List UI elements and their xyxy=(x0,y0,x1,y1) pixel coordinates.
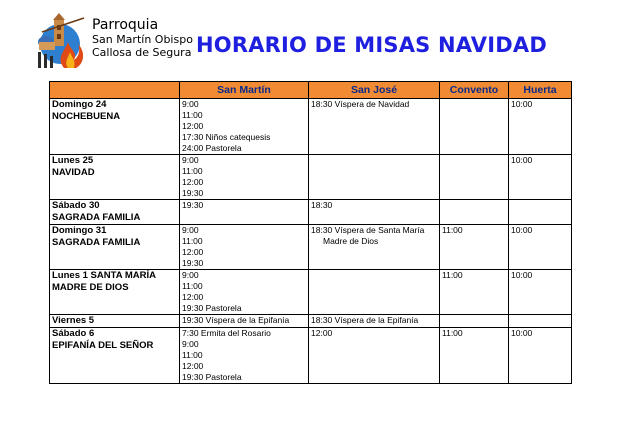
day-label: Viernes 5 xyxy=(52,315,95,326)
table-header-row xyxy=(50,82,572,99)
mass-time: 7:30 Ermita del Rosario xyxy=(182,328,271,338)
table-row xyxy=(50,155,572,200)
table-row xyxy=(50,225,572,270)
cell-convento xyxy=(440,200,509,225)
mass-time: 10:00 xyxy=(511,225,533,235)
mass-time: 11:00 xyxy=(182,281,203,291)
mass-time: 9:00 xyxy=(182,339,199,349)
day-label: SAGRADA FAMILIA xyxy=(52,237,141,248)
mass-time: 9:00 xyxy=(182,99,199,109)
day-label: MADRE DE DIOS xyxy=(52,282,129,293)
parish-name: Parroquia xyxy=(92,17,159,33)
day-label: NOCHEBUENA xyxy=(52,111,121,122)
cell-huerta xyxy=(509,200,572,225)
page-title: HORARIO DE MISAS NAVIDAD xyxy=(196,33,547,57)
cell-san-jose xyxy=(309,225,440,270)
mass-time: 9:00 xyxy=(182,270,199,280)
cell-huerta xyxy=(509,328,572,384)
table-row xyxy=(50,328,572,384)
cell-convento xyxy=(440,315,509,328)
parish-logo xyxy=(34,12,90,70)
mass-time: 11:00 xyxy=(182,350,203,360)
mass-time: 12:00 xyxy=(182,121,204,131)
mass-time: 12:00 xyxy=(182,247,204,257)
mass-schedule-table xyxy=(49,81,572,384)
cell-huerta xyxy=(509,270,572,315)
mass-time: Madre de Dios xyxy=(323,236,379,246)
table-body xyxy=(50,99,572,384)
mass-time: 18:30 Víspera de la Epifanía xyxy=(311,315,419,325)
mass-time: 10:00 xyxy=(511,99,533,109)
cell-convento xyxy=(440,225,509,270)
table-row xyxy=(50,315,572,328)
table-row xyxy=(50,200,572,225)
mass-time: 10:00 xyxy=(511,270,533,280)
day-label: Sábado 30 xyxy=(52,200,100,211)
column-header-huerta: Huerta xyxy=(509,82,572,99)
cell-san-jose xyxy=(309,155,440,200)
cell-day xyxy=(50,99,180,155)
mass-time: 10:00 xyxy=(511,155,533,165)
mass-time: 24:00 Pastorela xyxy=(182,143,242,153)
cell-huerta xyxy=(509,315,572,328)
day-label: SAGRADA FAMILIA xyxy=(52,212,141,223)
cell-san-martin xyxy=(180,315,309,328)
cell-san-martin xyxy=(180,200,309,225)
mass-time: 12:00 xyxy=(182,361,204,371)
cell-convento xyxy=(440,270,509,315)
mass-time: 9:00 xyxy=(182,225,199,235)
day-label: NAVIDAD xyxy=(52,167,95,178)
day-label: Domingo 24 xyxy=(52,99,107,110)
day-label: Sábado 6 xyxy=(52,328,95,339)
cell-san-martin xyxy=(180,328,309,384)
cell-huerta xyxy=(509,99,572,155)
parish-name-block xyxy=(92,17,193,59)
mass-time: 19:30 Pastorela xyxy=(182,303,242,313)
parish-line-3: Callosa de Segura xyxy=(92,46,192,59)
cell-san-jose xyxy=(309,315,440,328)
cell-day xyxy=(50,200,180,225)
column-header-san-martin: San Martín xyxy=(180,82,309,99)
cell-san-martin xyxy=(180,225,309,270)
cell-day xyxy=(50,315,180,328)
cell-huerta xyxy=(509,155,572,200)
cell-day xyxy=(50,225,180,270)
mass-time: 19:30 xyxy=(182,188,204,198)
mass-time: 11:00 xyxy=(442,270,463,280)
mass-time: 18:30 Víspera de Santa María xyxy=(311,225,425,235)
mass-time: 19:30 xyxy=(182,200,204,210)
day-label: Lunes 25 xyxy=(52,155,94,166)
cell-huerta xyxy=(509,225,572,270)
mass-time: 9:00 xyxy=(182,155,199,165)
day-label: EPIFANÍA DEL SEÑOR xyxy=(52,340,154,351)
cell-san-martin xyxy=(180,155,309,200)
mass-time: 12:00 xyxy=(311,328,333,338)
day-label: Domingo 31 xyxy=(52,225,107,236)
mass-time: 19:30 Pastorela xyxy=(182,372,242,382)
column-header-san-jose: San José xyxy=(309,82,440,99)
cell-san-martin xyxy=(180,270,309,315)
mass-time: 10:00 xyxy=(511,328,533,338)
mass-time: 18:30 Víspera de Navidad xyxy=(311,99,410,109)
cell-day xyxy=(50,155,180,200)
mass-time: 12:00 xyxy=(182,177,204,187)
mass-time: 11:00 xyxy=(442,328,463,338)
document-header xyxy=(0,0,620,75)
cell-day xyxy=(50,270,180,315)
column-header-convento: Convento xyxy=(440,82,509,99)
parish-line-2: San Martín Obispo xyxy=(92,33,193,46)
cell-convento xyxy=(440,155,509,200)
table-row xyxy=(50,270,572,315)
cell-convento xyxy=(440,328,509,384)
mass-time: 11:00 xyxy=(182,236,203,246)
cell-san-jose xyxy=(309,328,440,384)
mass-time: 12:00 xyxy=(182,292,204,302)
mass-time: 19:30 xyxy=(182,258,204,268)
day-label: Lunes 1 SANTA MARÍA xyxy=(52,270,156,281)
cell-day xyxy=(50,328,180,384)
cell-convento xyxy=(440,99,509,155)
cell-san-jose xyxy=(309,200,440,225)
mass-time: 11:00 xyxy=(182,166,203,176)
mass-time: 11:00 xyxy=(442,225,463,235)
mass-time: 18:30 xyxy=(311,200,333,210)
table-row xyxy=(50,99,572,155)
mass-time: 11:00 xyxy=(182,110,203,120)
column-header-day xyxy=(50,82,180,99)
cell-san-jose xyxy=(309,270,440,315)
cell-san-martin xyxy=(180,99,309,155)
mass-time: 17:30 Niños catequesis xyxy=(182,132,271,142)
cell-san-jose xyxy=(309,99,440,155)
mass-time: 19:30 Víspera de la Epifanía xyxy=(182,315,290,325)
